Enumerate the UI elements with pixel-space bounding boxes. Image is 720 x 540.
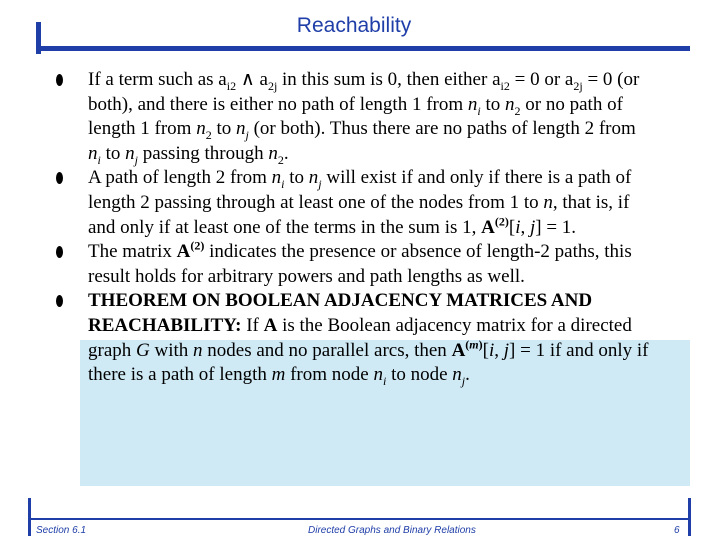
bullet-item: [52, 166, 652, 240]
bullet-text: If a term such as $a_{i2}$ ∧ $a_{2j}$ in this sum is 0, then either $a_{i2} = 0$ or $a_{2j} = 0$ (or both), and there is either no path of length 1 from $n_i$ to $n_2$ or no path of length 1 from $n_2$ to $n_j$ (or both). Thus there are no paths of length 2 from $n_i$ to $n_j$ passing through $n_2$.: [88, 69, 640, 167]
footer-section-label: Section 6.1: [36, 525, 87, 536]
slide-title: Reachability: [296, 14, 412, 37]
bullet-text: A path of length 2 from $n_i$ to $n_j$ will exist if and only if there is a path of length 2 passing through at least one of the nodes from 1 to n, that is, if and only if at least one of the terms in the sum is 1, $A^{(2)}[i$, j] = 1.: [88, 167, 632, 238]
footer-page-number: 6: [674, 525, 680, 536]
bullet-item: [52, 240, 652, 289]
bullet-item: [52, 68, 652, 166]
bullet-dot-icon: [56, 246, 63, 258]
bullet-item: [52, 289, 652, 387]
footer-right-bar: [688, 498, 691, 536]
bullet-text: The matrix $A^{(2)}$ indicates the presence or absence of length-2 paths, this result holds for arbitrary powers and path lengths as well.: [88, 238, 632, 287]
footer-rule: [28, 518, 691, 520]
bullet-list: [52, 68, 652, 388]
bullet-dot-icon: [56, 172, 63, 184]
bullet-dot-icon: [56, 295, 63, 307]
bullet-dot-icon: [56, 74, 63, 86]
footer-course-title: Directed Graphs and Binary Relations: [308, 525, 476, 536]
bullet-text: THEOREM ON BOOLEAN ADJACENCY MATRICES AND REACHABILITY: If A is the Boolean adjacency matrix for a directed graph G with n nodes and no parallel arcs, then $A^{(m)}[i$, j] = 1 if and only if there is a path of length m from node $n_i$ to node $n_j$.: [88, 290, 649, 388]
title-underline-rule: [36, 46, 690, 51]
footer-left-bar: [28, 498, 31, 536]
